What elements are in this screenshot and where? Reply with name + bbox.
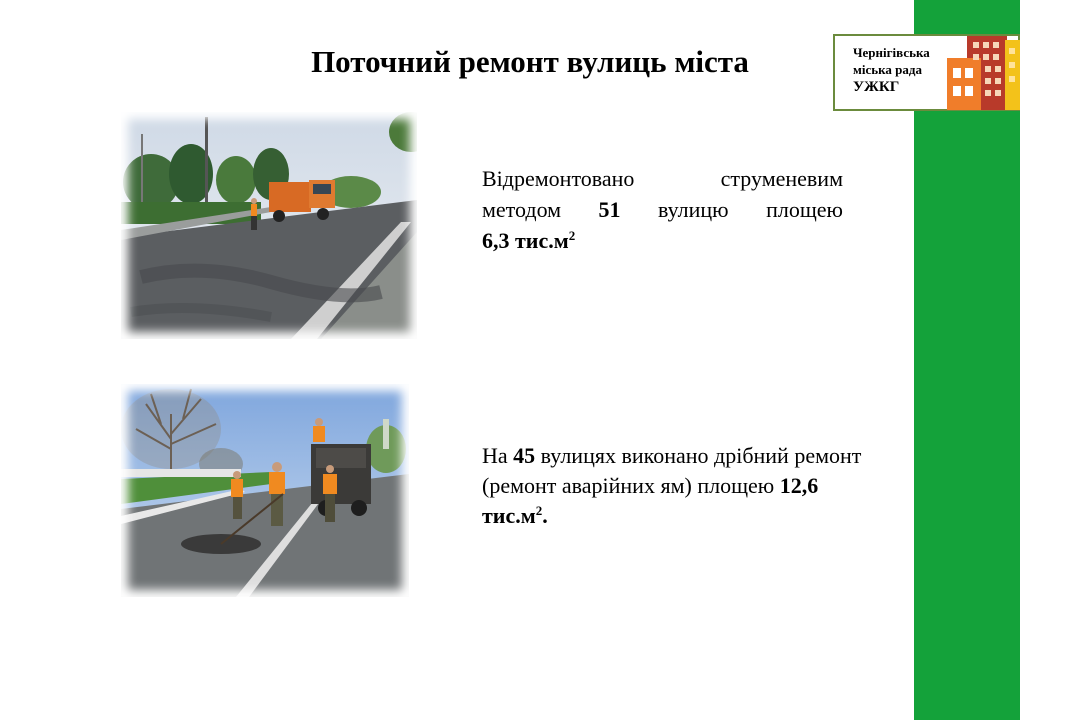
logo-line-3: УЖКГ: [853, 79, 900, 95]
area-value: [482, 228, 575, 253]
logo-line-2: міська рада: [853, 62, 922, 77]
road-repair-photo-1: [121, 112, 417, 339]
word-5: площею: [766, 197, 843, 222]
text-part-1: На: [482, 443, 514, 468]
road-repair-photo-2: [121, 384, 409, 597]
pothole-area-text: 12,6 тис.м: [482, 473, 819, 528]
area-unit-sup: 2: [568, 228, 576, 243]
pothole-area-end: .: [542, 503, 548, 528]
word-4: вулицю: [657, 197, 729, 222]
road-photo-2-image: [121, 384, 409, 597]
organization-logo: [833, 34, 1020, 111]
repair-summary-jet-method: [482, 163, 843, 256]
road-photo-1-image: [121, 112, 417, 339]
word-3: методом: [482, 197, 562, 222]
logo-line-1: Чернігівська: [853, 45, 930, 60]
streets-count: 51: [598, 197, 621, 222]
area-value-text: 6,3 тис.м: [482, 228, 569, 253]
word-1: Відремонтовано: [482, 166, 635, 191]
pothole-area-sup: 2: [535, 503, 543, 518]
repair-summary-pothole: [482, 441, 862, 531]
slide-title: Поточний ремонт вулиць міста: [311, 44, 749, 79]
logo-text: [853, 44, 930, 96]
word-2: струменевим: [720, 166, 843, 191]
city-buildings-icon: [945, 36, 1020, 110]
text-part-2: вулицях виконано дрібний ремонт (ремонт аварійних ям) площею: [482, 443, 862, 498]
pothole-streets-count: 45: [513, 443, 536, 468]
